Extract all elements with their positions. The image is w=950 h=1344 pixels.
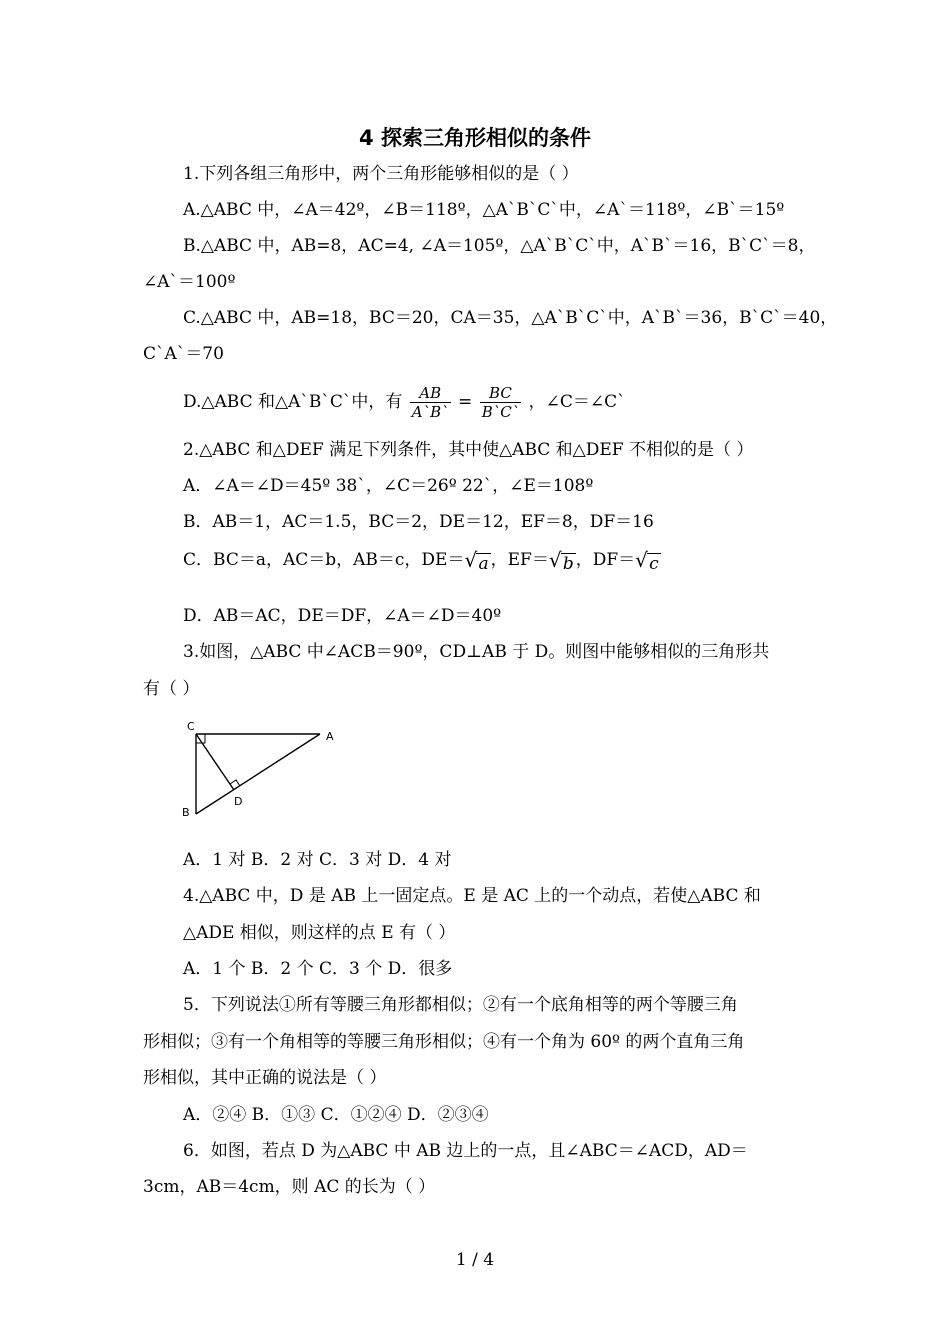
fraction-bc-over-b-c bbox=[480, 384, 522, 421]
label-b: B bbox=[182, 806, 190, 819]
sqrt-a: √ a bbox=[464, 548, 489, 574]
fraction-denominator: A`B` bbox=[411, 403, 449, 421]
q2-option-c bbox=[183, 548, 661, 576]
radicand-a: a bbox=[478, 554, 489, 574]
q1-option-d bbox=[183, 380, 626, 424]
q1-option-c-line2: C`A`＝70 bbox=[143, 344, 224, 364]
q5-options: A．②④ B．①③ C．①②④ D．②③④ bbox=[183, 1105, 489, 1125]
q2-option-a: A．∠A＝∠D＝45º 38`，∠C＝26º 22`，∠E＝108º bbox=[183, 476, 594, 496]
q2-option-b: B．AB＝1，AC＝1.5，BC＝2，DE＝12，EF＝8，DF＝16 bbox=[183, 512, 654, 532]
q6-stem-line2: 3cm，AB＝4cm，则 AC 的长为（ ） bbox=[143, 1177, 436, 1197]
q2-option-c-mid1: ，EF＝ bbox=[490, 550, 549, 570]
q4-stem-line1: 4.△ABC 中，D 是 AB 上一固定点。E 是 AC 上的一个动点，若使△ABC 和 bbox=[183, 886, 761, 906]
q3-options: A．1 对 B．2 对 C．3 对 D．4 对 bbox=[183, 850, 452, 870]
sqrt-b: √ b bbox=[548, 548, 574, 574]
label-d: D bbox=[234, 795, 243, 808]
fraction-denominator: B`C` bbox=[481, 403, 520, 421]
q5-stem-line2: 形相似；③有一个角相等的等腰三角形相似；④有一个角为 60º 的两个直角三角 bbox=[143, 1032, 745, 1052]
sqrt-c: √ c bbox=[635, 548, 659, 574]
label-c: C bbox=[187, 720, 195, 733]
q2-option-c-mid2: ，DF＝ bbox=[575, 550, 636, 570]
page-title: 4 探索三角形相似的条件 bbox=[359, 126, 591, 150]
q1-option-d-prefix: D.△ABC 和△A`B`C`中，有 bbox=[183, 392, 403, 412]
q1-option-b-line1: B.△ABC 中，AB=8，AC=4, ∠A＝105º，△A`B`C`中，A`B`＝16，B`C`＝8， bbox=[183, 236, 816, 256]
q6-stem-line1: 6．如图，若点 D 为△ABC 中 AB 边上的一点，且∠ABC＝∠ACD，AD＝ bbox=[183, 1141, 748, 1161]
label-a: A bbox=[326, 730, 334, 743]
radicand-b: b bbox=[562, 554, 574, 574]
q3-stem-line2: 有（ ） bbox=[143, 679, 200, 699]
q2-option-c-prefix: C．BC＝a，AC＝b，AB＝c，DE＝ bbox=[183, 550, 465, 570]
fraction-ab-over-a-b bbox=[410, 384, 451, 421]
page-number: 1 / 4 bbox=[455, 1250, 495, 1270]
q1-option-b-line2: ∠A`＝100º bbox=[143, 272, 236, 292]
q5-stem-line1: 5．下列说法①所有等腰三角形都相似；②有一个底角相等的两个等腰三角 bbox=[183, 995, 738, 1015]
fraction-numerator: BC bbox=[480, 384, 522, 403]
q2-stem: 2.△ABC 和△DEF 满足下列条件，其中使△ABC 和△DEF 不相似的是（ ） bbox=[183, 440, 754, 460]
q1-stem: 1.下列各组三角形中，两个三角形能够相似的是（ ） bbox=[183, 164, 579, 184]
triangle-figure bbox=[178, 716, 348, 826]
altitude-cd bbox=[196, 734, 234, 790]
side-ab bbox=[196, 734, 320, 814]
q4-stem-line2: △ADE 相似，则这样的点 E 有（ ） bbox=[183, 923, 456, 943]
q1-option-d-suffix: ，∠C＝∠C` bbox=[528, 392, 626, 412]
radicand-c: c bbox=[649, 554, 659, 574]
q3-stem-line1: 3.如图，△ABC 中∠ACB＝90º，CD⊥AB 于 D。则图中能够相似的三角形共 bbox=[183, 642, 770, 662]
equals-sign: = bbox=[458, 392, 473, 412]
fraction-numerator: AB bbox=[410, 384, 451, 403]
q2-option-d: D．AB＝AC，DE＝DF，∠A＝∠D＝40º bbox=[183, 606, 502, 626]
q4-options: A．1 个 B．2 个 C．3 个 D．很多 bbox=[183, 959, 453, 979]
q1-option-c-line1: C.△ABC 中，AB=18，BC＝20，CA＝35，△A`B`C`中，A`B`＝36，B`C`＝40， bbox=[183, 308, 838, 328]
q1-option-a: A.△ABC 中，∠A＝42º，∠B＝118º，△A`B`C`中，∠A`＝118º，∠B`＝15º bbox=[183, 200, 785, 220]
q5-stem-line3: 形相似，其中正确的说法是（ ） bbox=[143, 1068, 387, 1088]
